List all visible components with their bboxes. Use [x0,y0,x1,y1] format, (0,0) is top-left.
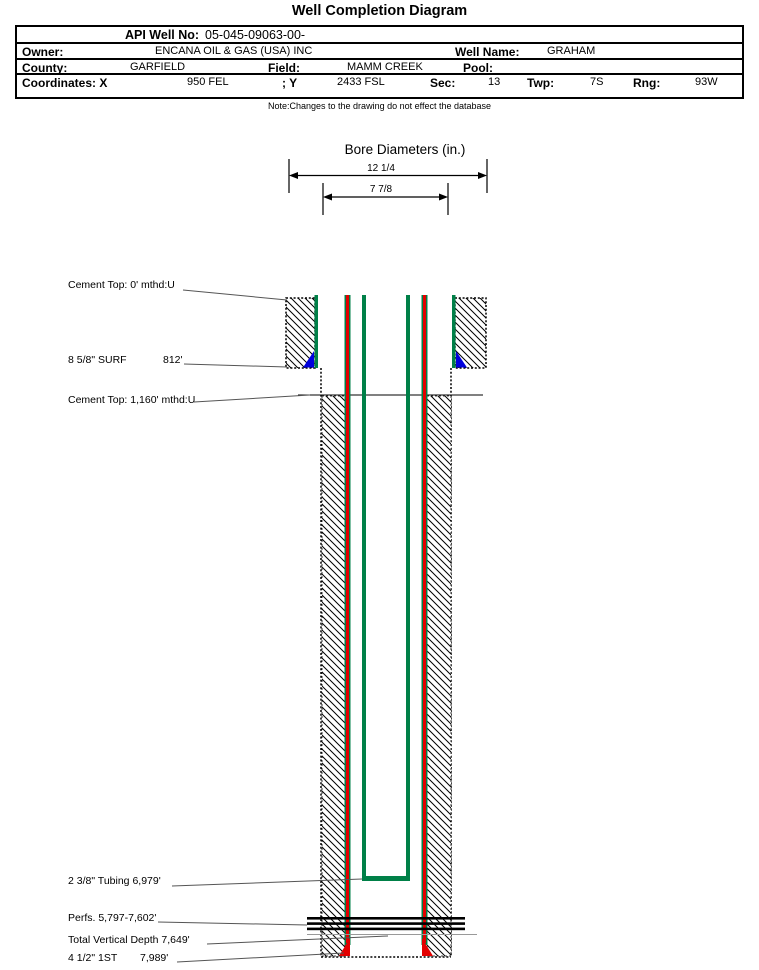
tubing-right-line [406,295,410,878]
sec-value: 13 [488,76,501,88]
tubing-label: 2 3/8" Tubing 6,979' [68,875,161,887]
leader-total-vertical-depth [207,936,388,944]
cement-top-production-label: Cement Top: 1,160' mthd:U [68,394,196,406]
inner-dim-arrow-left-icon [323,194,332,201]
bore-diameters-title: Bore Diameters (in.) [344,142,466,157]
production-cement-left [322,396,345,956]
perforation-line-1 [307,917,465,920]
production-casing-depth-label: 7,989' [140,952,169,964]
database-note: Note:Changes to the drawing do not effect the database [268,101,491,111]
field-value: MAMM CREEK [347,61,423,73]
coordinates-y-value: 2433 FSL [337,76,385,88]
production-casing-left-line [346,295,349,943]
rng-value: 93W [695,76,718,88]
total-vertical-depth-label: Total Vertical Depth 7,649' [68,934,190,946]
owner-value: ENCANA OIL & GAS (USA) INC [155,45,313,57]
twp-value: 7S [590,76,604,88]
surface-casing-depth-label: 812' [163,354,183,366]
leader-surface-casing [184,364,287,367]
coordinates-x-value: 950 FEL [187,76,229,88]
api-label: API Well No: [125,28,200,42]
inner-dim-arrow-right-icon [439,194,448,201]
field-label: Field: [268,61,300,75]
twp-label: Twp: [527,76,555,90]
coordinates-label: Coordinates: X [22,76,108,90]
production-cement-right [427,396,451,956]
cement-top-surface-label: Cement Top: 0' mthd:U [68,279,175,291]
production-casing-right-line [423,295,426,943]
owner-label: Owner: [22,45,64,59]
coordinates-y-label: ; Y [282,76,298,90]
sec-label: Sec: [430,76,456,90]
outer-dim-arrow-left-icon [289,172,298,179]
surface-casing-right-line [452,295,456,368]
perforation-line-3 [307,928,465,931]
perforation-line-2 [307,922,465,925]
api-value: 05-045-09063-00- [205,28,306,42]
leader-production-casing [177,953,344,962]
production-casing-label: 4 1/2" 1ST [68,952,118,964]
leader-cement-top-surface [183,290,287,300]
county-label: County: [22,61,68,75]
leader-perforations [158,922,307,925]
rng-label: Rng: [633,76,661,90]
surface-casing-label: 8 5/8" SURF [68,354,127,366]
outer-diameter-label: 12 1/4 [367,163,395,174]
page-title: Well Completion Diagram [291,3,468,19]
county-value: GARFIELD [130,61,186,73]
well-name-label: Well Name: [455,45,520,59]
outer-dim-arrow-right-icon [478,172,487,179]
surface-casing-left-line [315,295,319,368]
tubing-left-line [362,295,366,878]
perforations-label: Perfs. 5,797-7,602' [68,912,157,924]
inner-diameter-label: 7 7/8 [369,184,393,195]
pool-label: Pool: [463,61,493,75]
well-name-value: GRAHAM [547,45,596,57]
leader-cement-top-production [194,395,310,402]
tubing-bottom [362,876,410,881]
